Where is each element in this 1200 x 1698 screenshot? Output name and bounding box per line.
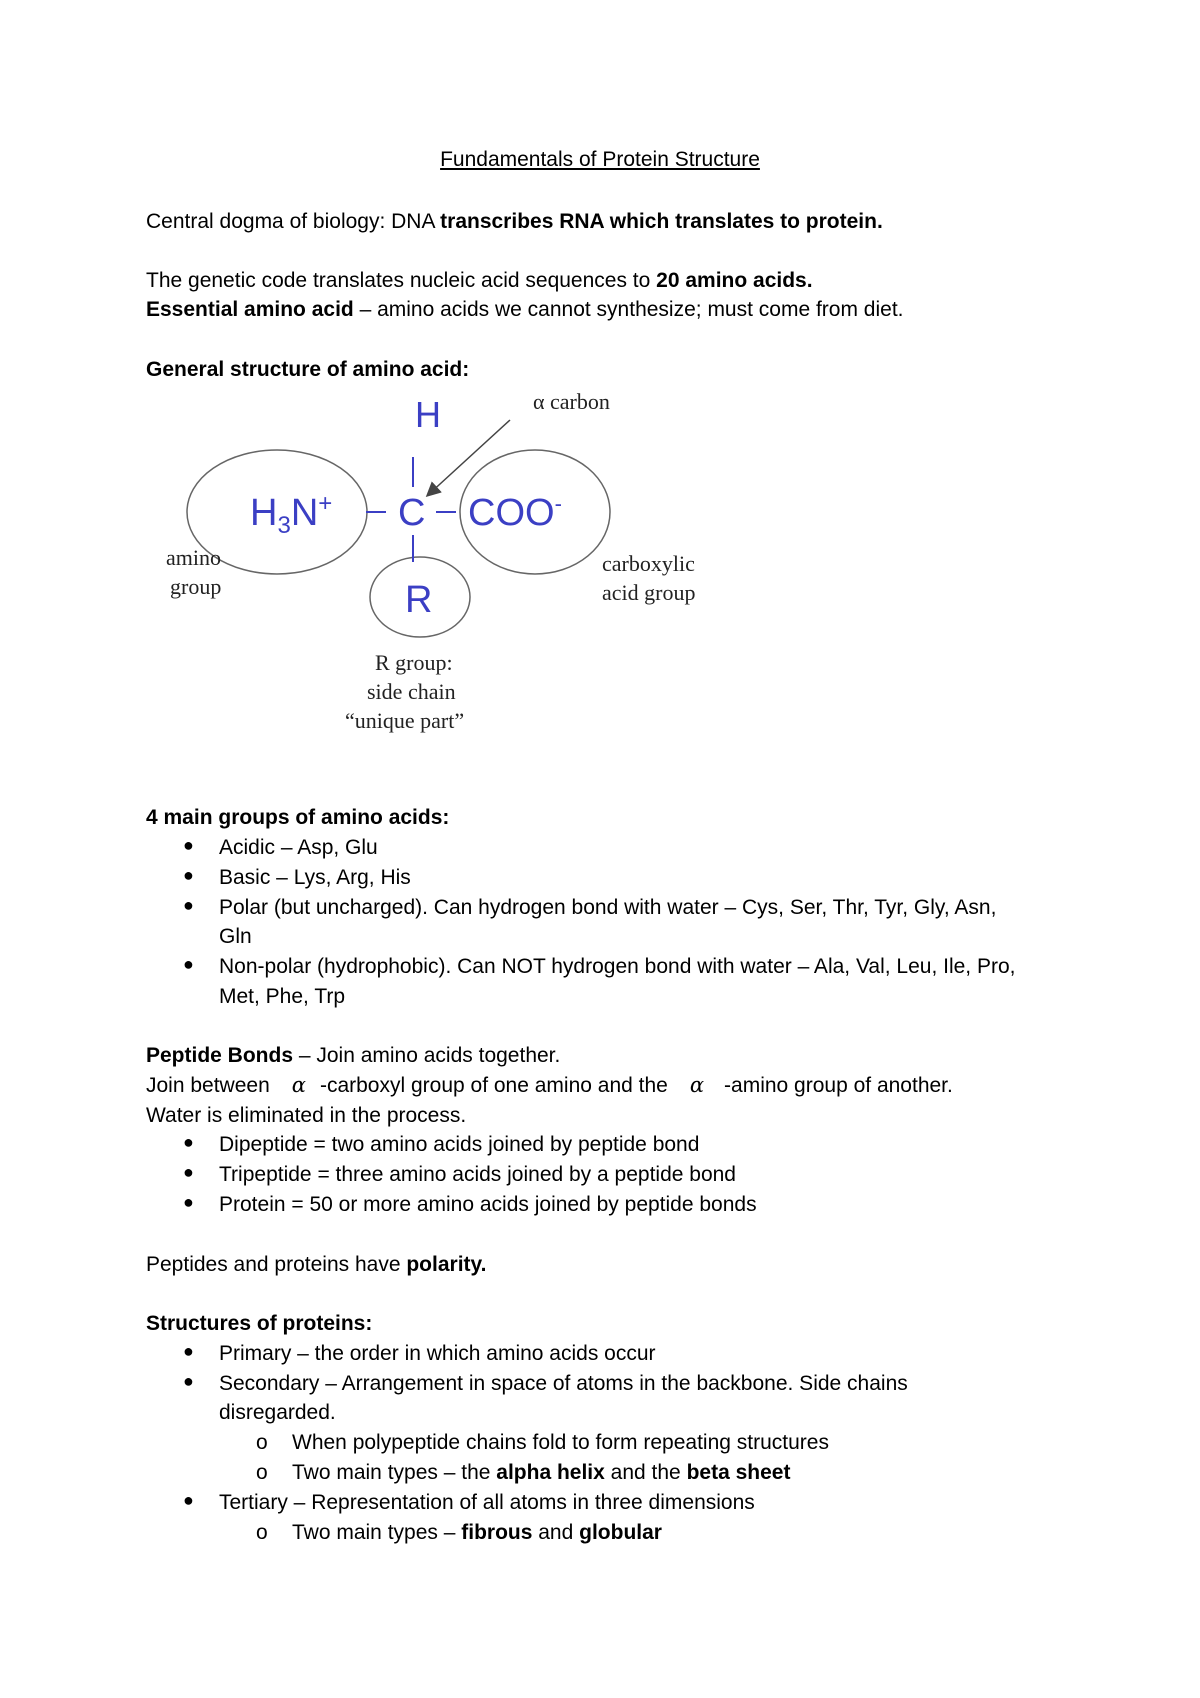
bullet-icon: ● — [183, 954, 194, 974]
sub-list-item — [256, 1520, 662, 1545]
general-structure-heading: General structure of amino acid: — [146, 358, 470, 381]
alpha-carbon-label: α carbon — [533, 389, 610, 414]
sub-list-item — [256, 1460, 791, 1485]
amino-group-label-2: group — [170, 574, 222, 599]
bullet-icon: ● — [183, 1341, 194, 1361]
water-line: Water is eliminated in the process. — [146, 1104, 467, 1127]
sub-list-item-text — [292, 1520, 662, 1545]
polarity-label: Peptides and proteins have — [146, 1253, 407, 1276]
amino-symbol — [250, 490, 332, 539]
join-text-c: -amino group of another. — [724, 1074, 953, 1097]
list-item-text-continued: disregarded. — [219, 1401, 336, 1424]
list-item-text: Tripeptide = three amino acids joined by a peptide bond — [219, 1163, 736, 1186]
alpha-carbon-symbol: C — [398, 492, 426, 534]
r-group-label-3: “unique part” — [345, 708, 465, 733]
text-part: Two main types – the — [292, 1461, 497, 1484]
carboxyl-symbol — [468, 491, 562, 534]
amino-group-label-1: amino — [166, 545, 221, 570]
essential-definition: – amino acids we cannot synthesize; must come from diet. — [353, 298, 904, 321]
fibrous-term: fibrous — [461, 1521, 533, 1544]
structures-heading: Structures of proteins: — [146, 1312, 373, 1335]
r-group-label-1: R group: — [375, 650, 453, 675]
peptide-bonds-line — [146, 1043, 560, 1068]
list-item-text: Protein = 50 or more amino acids joined by peptide bonds — [219, 1193, 757, 1216]
amino-symbol-h: H — [250, 492, 278, 534]
amino-symbol-n: N — [290, 492, 319, 534]
text-part: Two main types – — [292, 1521, 462, 1544]
genetic-code-line — [146, 268, 813, 293]
list-item-text: Non-polar (hydrophobic). Can NOT hydrogen bond with water – Ala, Val, Leu, Ile, Pro, — [219, 955, 1016, 978]
alpha-helix-term: alpha helix — [496, 1461, 605, 1484]
bullet-icon: ● — [183, 835, 194, 855]
peptide-join-line — [146, 1073, 953, 1098]
groups-heading: 4 main groups of amino acids: — [146, 806, 450, 829]
list-item-text: Polar (but uncharged). Can hydrogen bond with water – Cys, Ser, Thr, Tyr, Gly, Asn, — [219, 896, 997, 919]
globular-term: globular — [579, 1521, 662, 1544]
beta-sheet-term: beta sheet — [686, 1461, 791, 1484]
bullet-icon: ● — [183, 1162, 194, 1182]
list-item-text: Dipeptide = two amino acids joined by peptide bond — [219, 1133, 700, 1156]
sub-list-item-text: When polypeptide chains fold to form repeating structures — [292, 1431, 829, 1454]
bullet-icon: ● — [183, 895, 194, 915]
carboxyl-symbol-coo: COO — [468, 492, 555, 534]
carboxylic-label-1: carboxylic — [602, 551, 695, 576]
text-part: and the — [604, 1461, 687, 1484]
list-item-text: Basic – Lys, Arg, His — [219, 866, 411, 889]
page-title: Fundamentals of Protein Structure — [440, 148, 760, 171]
bullet-icon: ● — [183, 1132, 194, 1152]
genetic-code-bold: 20 amino acids. — [656, 269, 813, 292]
polarity-line — [146, 1252, 486, 1277]
bullet-icon: ● — [183, 1371, 194, 1391]
sub-list-item — [256, 1430, 829, 1455]
amino-acid-diagram — [150, 385, 730, 745]
carboxyl-symbol-minus: - — [554, 491, 562, 516]
peptide-bonds-definition: – Join amino acids together. — [293, 1044, 561, 1067]
hydrogen-symbol: H — [415, 394, 441, 435]
genetic-code-label: The genetic code translates nucleic acid sequences to — [146, 269, 657, 292]
r-group-label-2: side chain — [367, 679, 456, 704]
sub-bullet-icon: o — [256, 1521, 268, 1544]
text-part: and — [532, 1521, 580, 1544]
central-dogma-bold: transcribes RNA which translates to protein. — [440, 210, 883, 233]
join-text-b: -carboxyl group of one amino and the — [319, 1074, 668, 1097]
bullet-icon: ● — [183, 1192, 194, 1212]
list-item-text-continued: Met, Phe, Trp — [219, 985, 346, 1008]
bullet-icon: ● — [183, 1490, 194, 1510]
sub-list-item-text — [292, 1460, 790, 1485]
amino-symbol-plus: + — [318, 490, 333, 517]
list-item-text: Tertiary – Representation of all atoms in three dimensions — [219, 1491, 755, 1514]
essential-term: Essential amino acid — [146, 298, 354, 321]
bullet-icon: ● — [183, 865, 194, 885]
list-item-text-continued: Gln — [219, 925, 252, 948]
alpha-symbol: α — [291, 1073, 306, 1097]
alpha-symbol: α — [689, 1073, 705, 1097]
peptide-bonds-term: Peptide Bonds — [146, 1044, 294, 1067]
polarity-bold: polarity. — [406, 1253, 487, 1276]
carboxylic-label-2: acid group — [602, 580, 696, 605]
amino-symbol-sub: 3 — [277, 512, 291, 539]
essential-line — [146, 297, 904, 322]
sub-bullet-icon: o — [256, 1461, 268, 1484]
sub-bullet-icon: o — [256, 1431, 268, 1454]
central-dogma-label: Central dogma of biology: DNA — [146, 210, 441, 233]
r-symbol: R — [405, 579, 433, 621]
list-item-text: Secondary – Arrangement in space of atoms in the backbone. Side chains — [219, 1372, 908, 1395]
central-dogma-line — [146, 209, 883, 234]
list-item-text: Acidic – Asp, Glu — [219, 836, 378, 859]
list-item-text: Primary – the order in which amino acids occur — [219, 1342, 656, 1365]
join-text-a: Join between — [146, 1074, 270, 1097]
